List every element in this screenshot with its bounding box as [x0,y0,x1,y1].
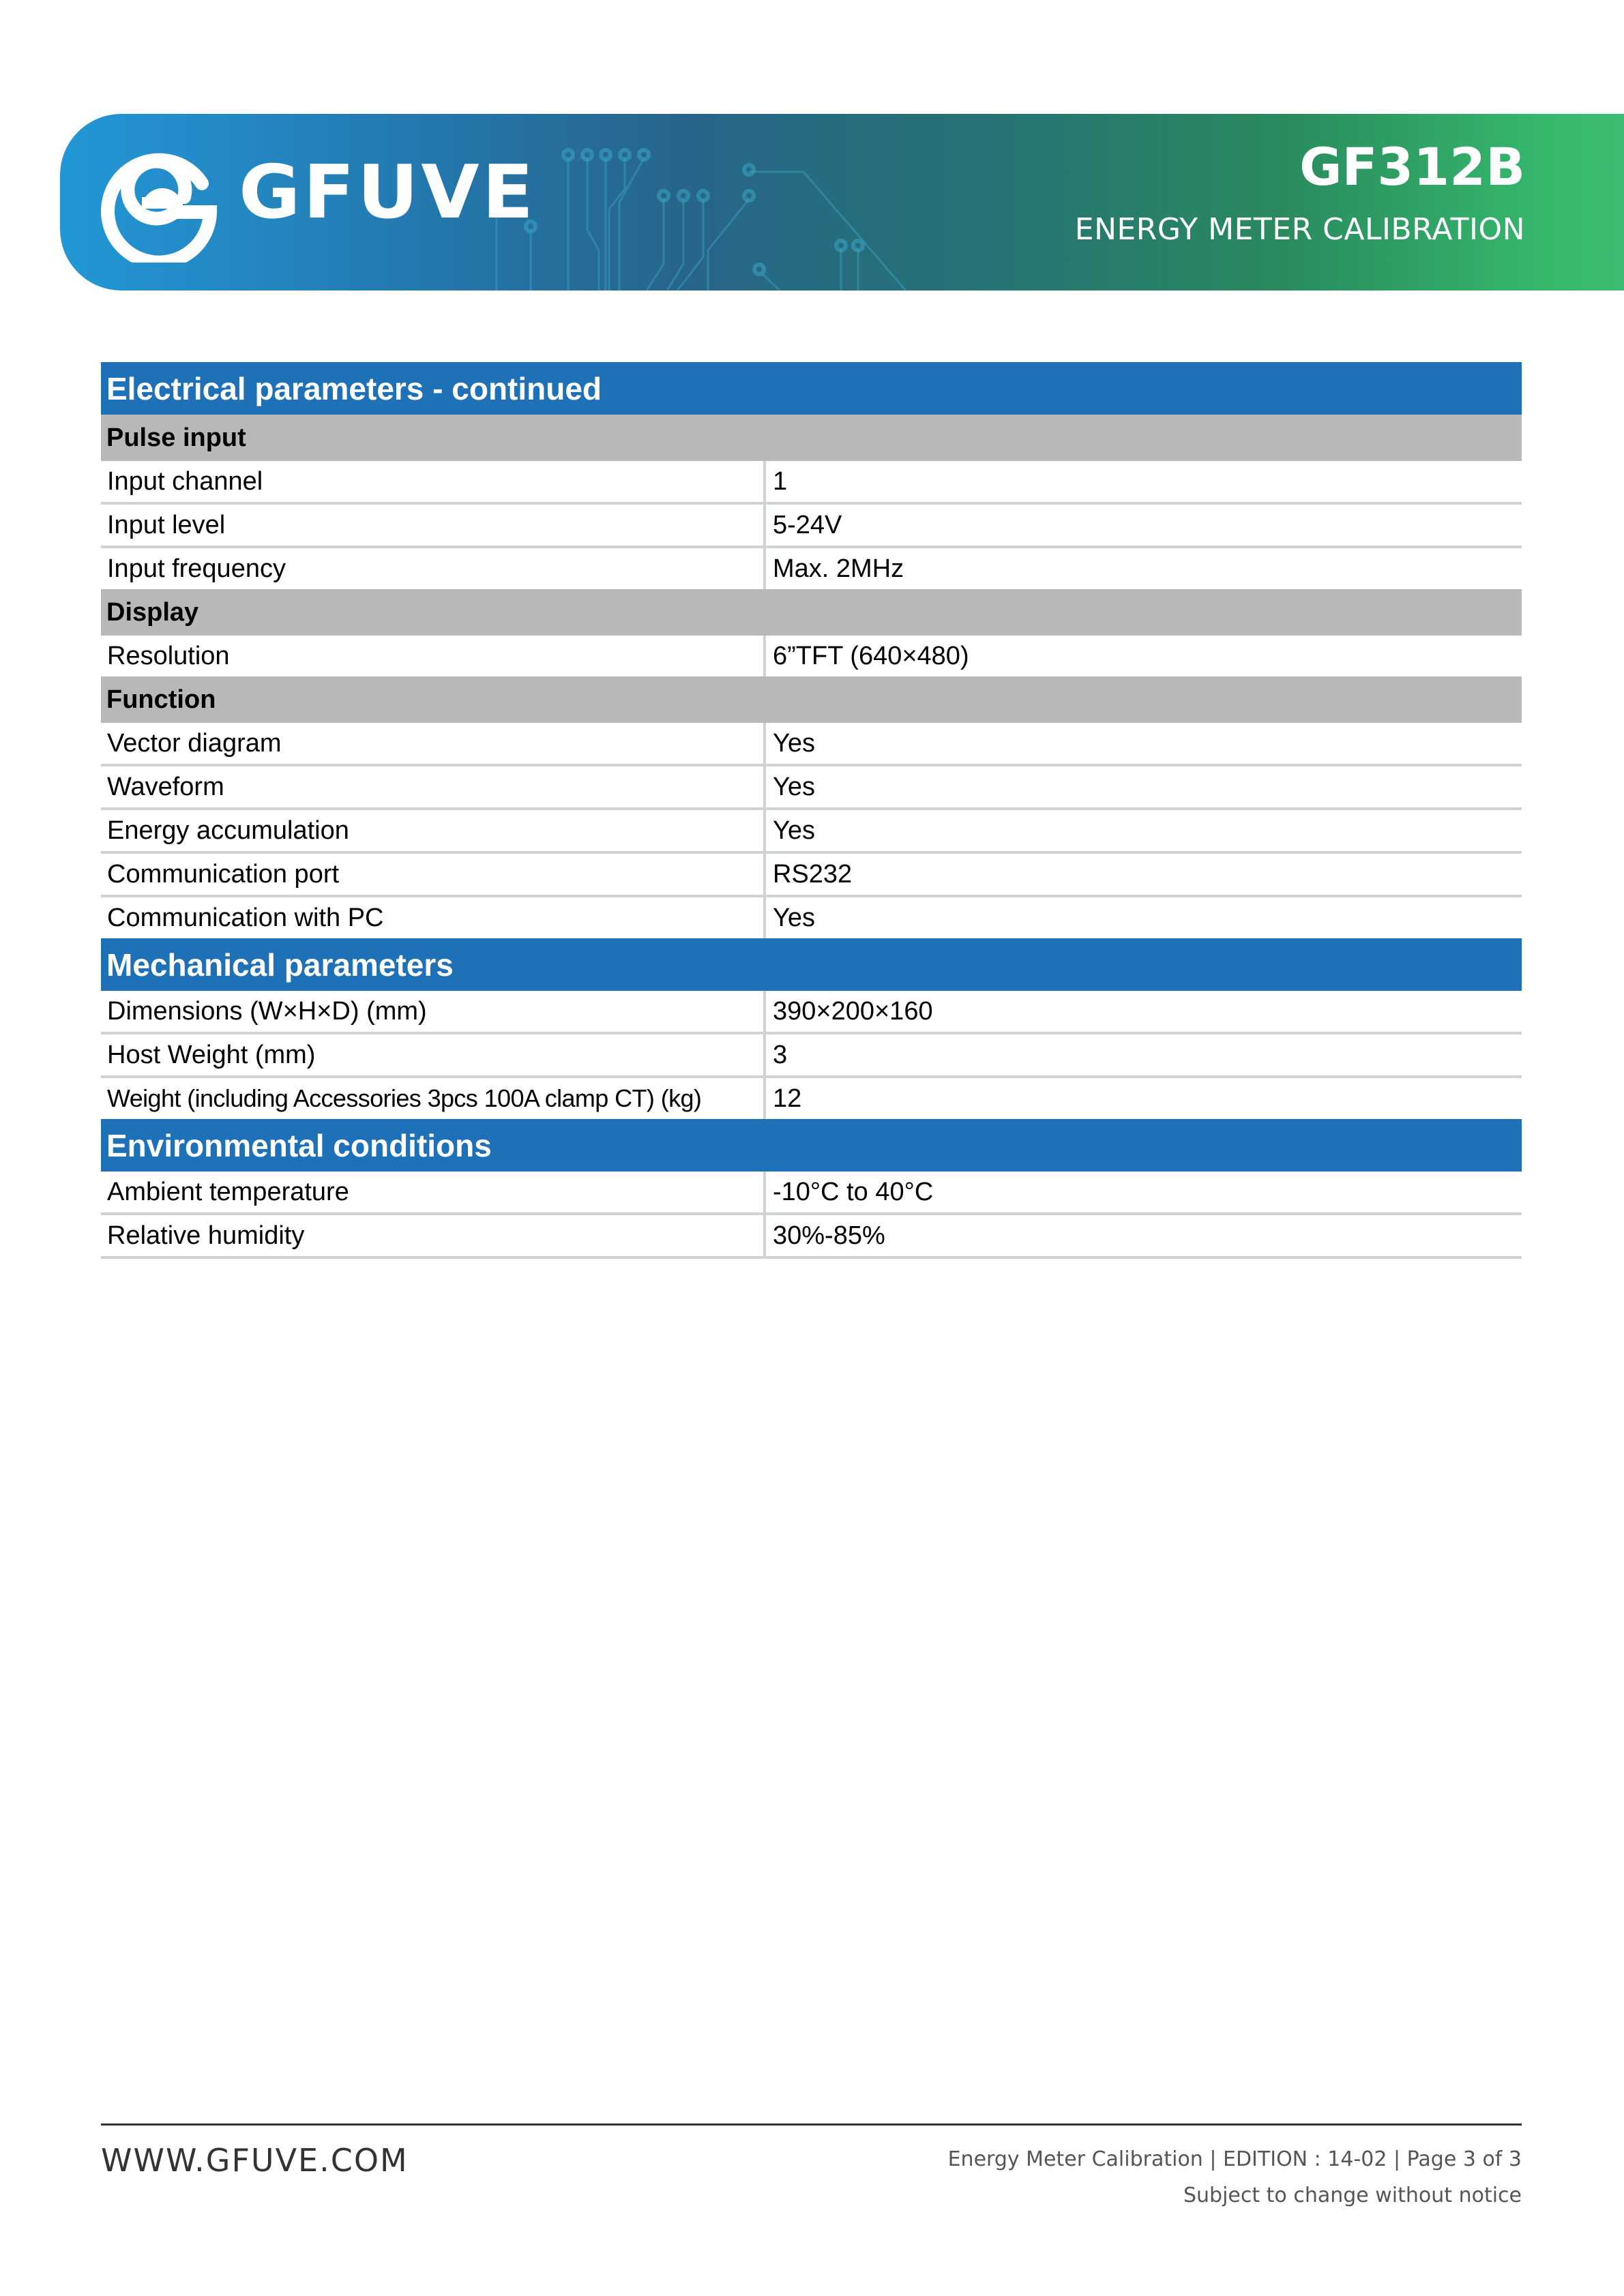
row-value: Yes [773,816,815,845]
row-value: Yes [773,903,815,932]
footer-divider [101,2123,1522,2126]
footer-notice: Subject to change without notice [1183,2183,1522,2207]
row-value: Yes [773,772,815,801]
row-value: 30%-85% [773,1221,885,1250]
row-label: Communication with PC [101,897,766,938]
row-value: 3 [773,1040,788,1069]
row-value: Yes [773,728,815,758]
row-label: Relative humidity [101,1215,766,1256]
row-label: Communication port [101,854,766,895]
row-label: Dimensions (W×H×D) (mm) [101,991,766,1032]
footer-website-link[interactable]: WWW.GFUVE.COM [101,2142,409,2179]
product-category: ENERGY METER CALIBRATION [1074,212,1525,247]
section-header-electrical: Electrical parameters - continued [101,362,1522,415]
brand-logo-text: GFUVE [239,150,537,235]
table-row [101,505,1522,548]
row-label: Host Weight (mm) [101,1034,766,1075]
row-value: 1 [773,466,788,496]
row-label: Vector diagram [101,723,766,764]
table-row [101,897,1522,938]
table-row [101,991,1522,1034]
row-label: Energy accumulation [101,810,766,851]
table-row [101,1034,1522,1078]
table-row [101,636,1522,676]
spec-table [101,362,1522,1259]
header-banner [60,114,1624,290]
table-row [101,1078,1522,1119]
row-label: Ambient temperature [101,1172,766,1212]
row-label: Input level [101,505,766,546]
row-value: 5-24V [773,510,842,539]
row-label: Waveform [101,766,766,807]
table-row [101,461,1522,505]
row-value: Max. 2MHz [773,554,904,583]
table-row [101,723,1522,766]
row-label: Weight (including Accessories 3pcs 100A clamp CT) (kg) [101,1078,766,1119]
row-label: Input frequency [101,548,766,589]
table-row [101,766,1522,810]
group-header-function: Function [101,676,1522,723]
row-value: -10°C to 40°C [773,1177,934,1206]
table-row [101,810,1522,854]
table-row [101,1215,1522,1259]
row-value: 12 [773,1084,802,1113]
footer-meta [948,2141,1522,2213]
product-model: GF312B [1299,136,1525,197]
row-value: RS232 [773,859,853,889]
table-row [101,1172,1522,1215]
row-value: 390×200×160 [773,996,933,1026]
gfuve-logo-icon [100,144,218,263]
section-header-environmental: Environmental conditions [101,1119,1522,1172]
row-label: Input channel [101,461,766,502]
row-label: Resolution [101,636,766,676]
section-header-mechanical: Mechanical parameters [101,938,1522,991]
row-value: 6”TFT (640×480) [773,641,969,670]
footer-edition-info: Energy Meter Calibration | EDITION : 14-02 | Page 3 of 3 [947,2147,1522,2171]
table-row [101,854,1522,897]
group-header-pulse-input: Pulse input [101,415,1522,461]
group-header-display: Display [101,589,1522,636]
table-row [101,548,1522,589]
